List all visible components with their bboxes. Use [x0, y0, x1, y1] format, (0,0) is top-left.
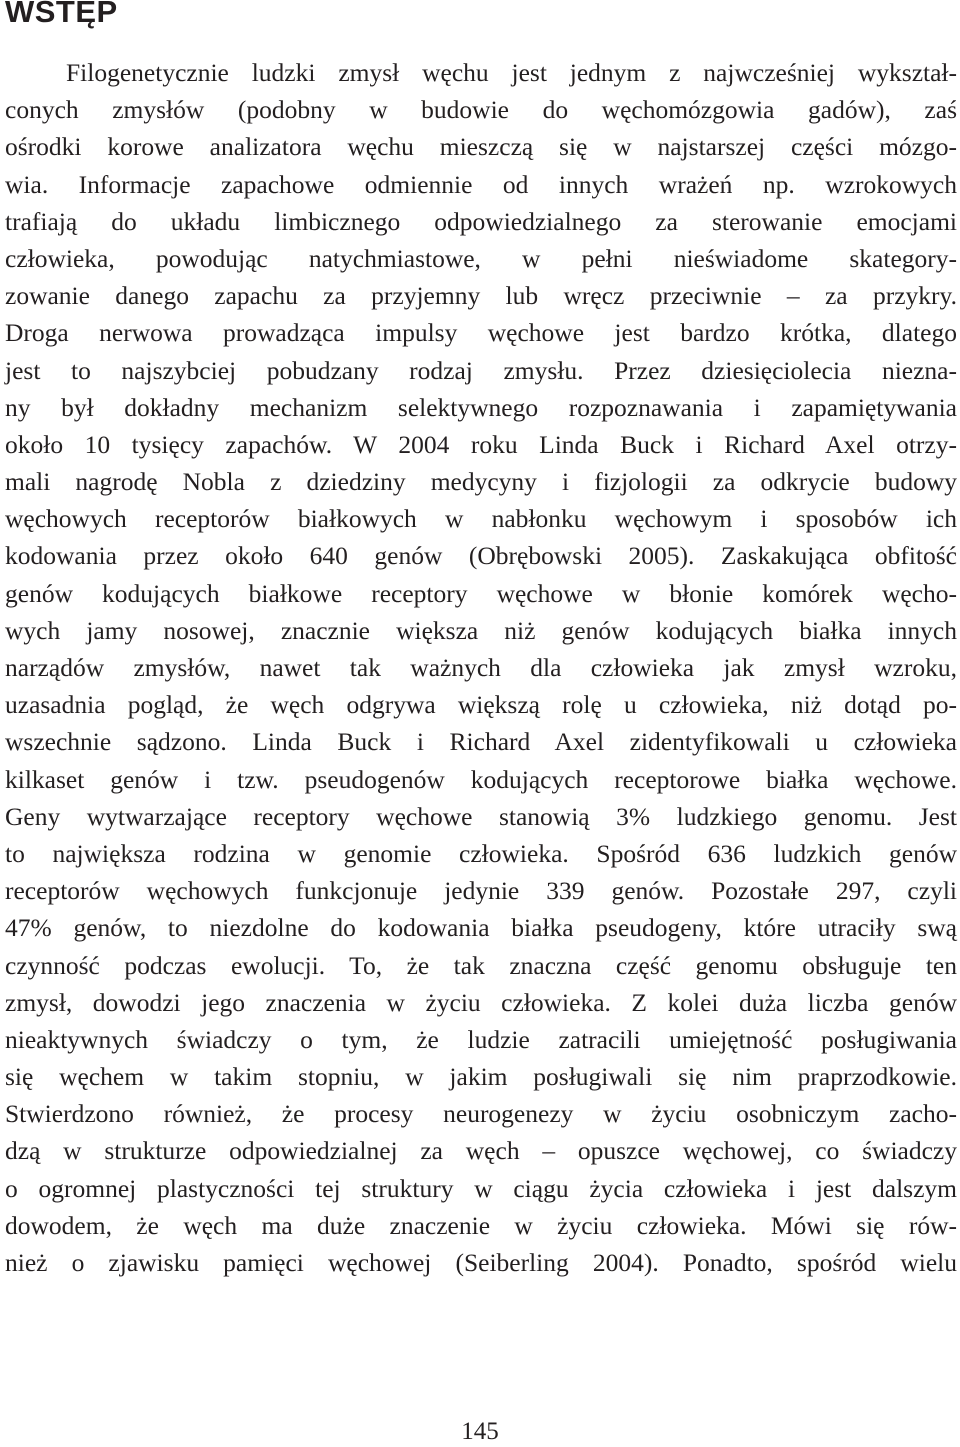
text-line: wszechnie sądzono. Linda Buck i Richard Axel zidentyfikowali u człowieka: [5, 727, 957, 757]
text-line: to największa rodzina w genomie człowieka. Spośród 636 ludzkich genów: [5, 838, 957, 868]
section-heading: WSTĘP: [5, 0, 118, 29]
text-line: zowanie danego zapachu za przyjemny lub wręcz przeciwnie – za przykry.: [5, 281, 957, 311]
text-line: mali nagrodę Nobla z dziedziny medycyny i fizjologii za odkrycie budowy: [5, 467, 957, 497]
text-line: genów kodujących białkowe receptory węchowe w błonie komórek węcho-: [5, 578, 957, 608]
text-line: węchowych receptorów białkowych w nabłonku węchowym i sposobów ich: [5, 504, 957, 534]
text-line: 47% genów, to niezdolne do kodowania białka pseudogeny, które utraciły swą: [5, 913, 957, 943]
text-line: wia. Informacje zapachowe odmiennie od innych wrażeń np. wzrokowych: [5, 169, 957, 199]
text-line: dowodem, że węch ma duże znaczenie w życiu człowieka. Mówi się rów-: [5, 1210, 957, 1240]
text-line: Filogenetycznie ludzki zmysł węchu jest jednym z najwcześniej wykształ-: [66, 58, 957, 87]
text-line: się węchem w takim stopniu, w jakim posługiwali się nim praprzodkowie.: [5, 1062, 957, 1092]
text-line: nież o zjawisku pamięci węchowej (Seiberling 2004). Ponadto, spośród wielu: [5, 1248, 957, 1277]
text-line: wych jamy nosowej, znacznie większa niż genów kodujących białka innych: [5, 615, 957, 645]
text-line: receptorów węchowych funkcjonuje jedynie 339 genów. Pozostałe 297, czyli: [5, 876, 957, 906]
text-line: kilkaset genów i tzw. pseudogenów kodujących receptorowe białka węchowe.: [5, 764, 957, 794]
text-line: około 10 tysięcy zapachów. W 2004 roku Linda Buck i Richard Axel otrzy-: [5, 429, 957, 459]
text-line: zmysł, dowodzi jego znaczenia w życiu człowieka. Z kolei duża liczba genów: [5, 987, 957, 1017]
text-line: Droga nerwowa prowadząca impulsy węchowe jest bardzo krótka, dlatego: [5, 318, 957, 348]
text-line: conych zmysłów (podobny w budowie do węchomózgowia gadów), zaś: [5, 95, 957, 125]
text-line: nieaktywnych świadczy o tym, że ludzie zatracili umiejętność posługiwania: [5, 1024, 957, 1054]
text-line: Geny wytwarzające receptory węchowe stanowią 3% ludzkiego genomu. Jest: [5, 801, 957, 831]
text-line: człowieka, powodując natychmiastowe, w pełni nieświadome skategory-: [5, 243, 957, 273]
text-line: kodowania przez około 640 genów (Obrębowski 2005). Zaskakująca obfitość: [5, 541, 957, 571]
text-line: ny był dokładny mechanizm selektywnego rozpoznawania i zapamiętywania: [5, 392, 957, 422]
text-line: Stwierdzono również, że procesy neurogenezy w życiu osobniczym zacho-: [5, 1099, 957, 1129]
text-line: ośrodki korowe analizatora węchu mieszczą się w najstarszej części mózgo-: [5, 132, 957, 162]
text-line: uzasadnia pogląd, że węch odgrywa większą rolę u człowieka, niż dotąd po-: [5, 690, 957, 720]
text-line: o ogromnej plastyczności tej struktury w ciągu życia człowieka i jest dalszym: [5, 1173, 957, 1203]
text-line: narządów zmysłów, nawet tak ważnych dla człowieka jak zmysł wzroku,: [5, 653, 957, 682]
body-paragraph: [5, 54, 957, 1281]
text-line: trafiają do układu limbicznego odpowiedzialnego za sterowanie emocjami: [5, 206, 957, 236]
page-number: 145: [461, 1418, 499, 1445]
text-line: czynność podczas ewolucji. To, że tak znaczna część genomu obsługuje ten: [5, 950, 957, 980]
text-line: dzą w strukturze odpowiedzialnej za węch – opuszce węchowej, co świadczy: [5, 1136, 957, 1166]
text-line: jest to najszybciej pobudzany rodzaj zmysłu. Przez dziesięciolecia niezna-: [5, 355, 957, 385]
